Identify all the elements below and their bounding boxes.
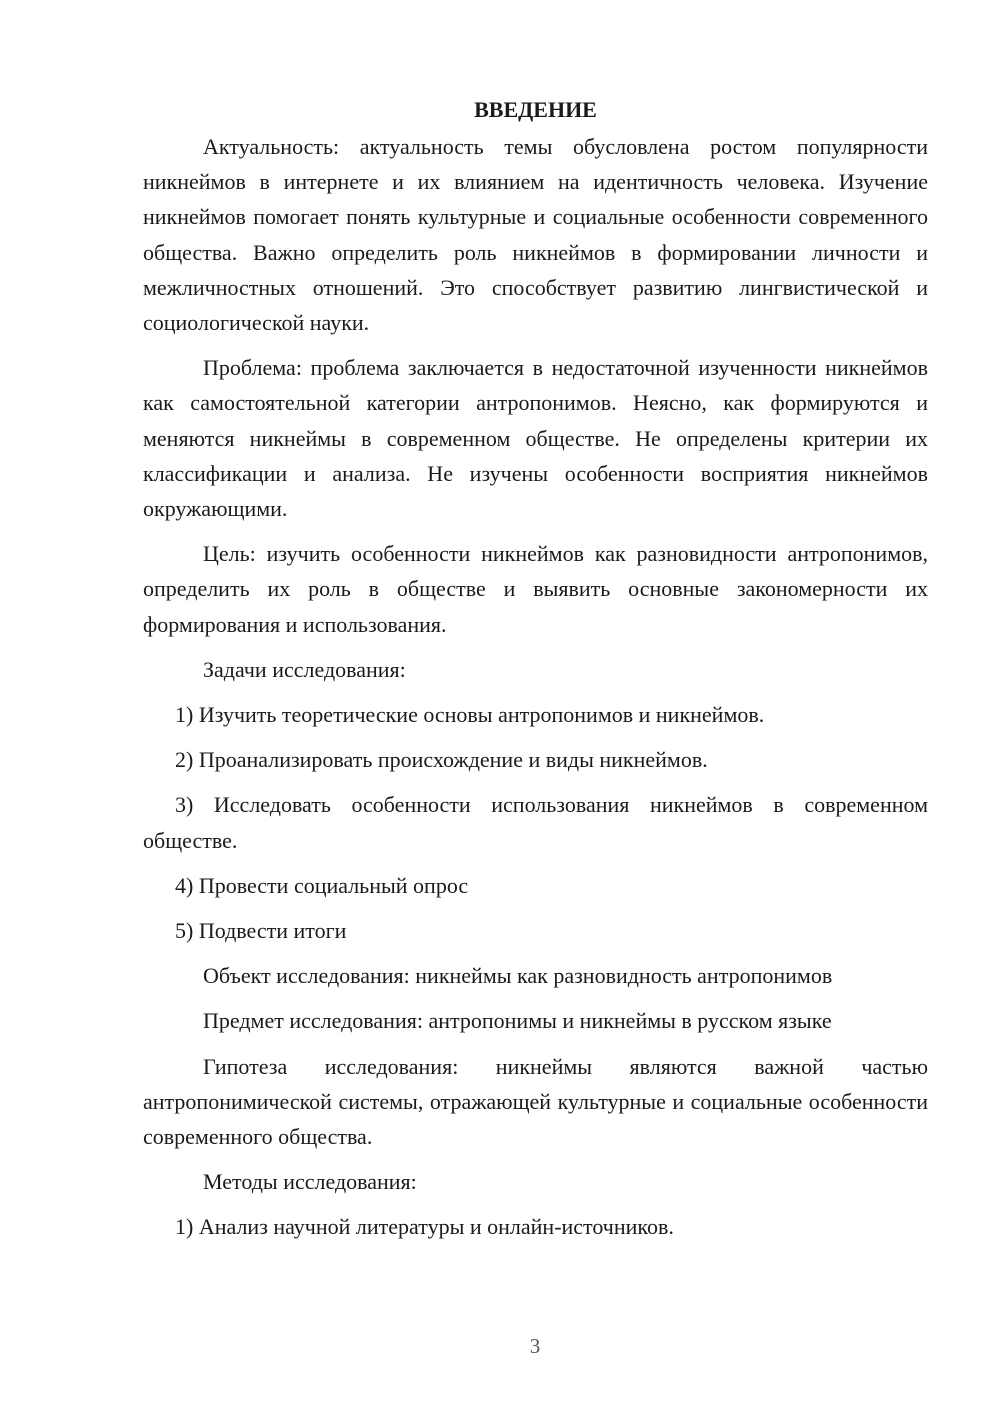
section-heading: ВВЕДЕНИЕ [474, 97, 597, 122]
tasks-title: Задачи исследования: [203, 656, 406, 682]
page-number: 3 [529, 1334, 541, 1358]
subject-paragraph: Предмет исследования: антропонимы и никнеймы в русском языке [203, 1008, 832, 1034]
hypothesis-paragraph: Гипотеза исследования: никнеймы являются важной частью антропонимической системы, отражающей культурные и социальные особенности современного общества. [143, 1053, 928, 1150]
task-item: 3) Исследовать особенности использования никнеймов в современном обществе. [143, 792, 928, 853]
task-item: 1) Изучить теоретические основы антропонимов и никнеймов. [175, 702, 765, 728]
object-paragraph: Объект исследования: никнеймы как разновидность антропонимов [203, 963, 833, 989]
relevance-paragraph: Актуальность: актуальность темы обусловлена ростом популярности никнеймов в интернете и их влиянием на идентичность человека. Изучение никнеймов помогает понять культурные и социальные особенности современного общества. Важно определить роль никнеймов в формировании личности и межличностных отношений. Это способствует развитию лингвистической и социологической науки. [143, 134, 928, 336]
goal-paragraph: Цель: изучить особенности никнеймов как разновидности антропонимов, определить их роль в обществе и выявить основные закономерности их формирования и использования. [143, 541, 928, 637]
task-item: 5) Подвести итоги [175, 918, 347, 944]
methods-title: Методы исследования: [203, 1169, 417, 1195]
task-item: 2) Проанализировать происхождение и виды никнеймов. [175, 747, 708, 773]
problem-paragraph: Проблема: проблема заключается в недостаточной изученности никнеймов как самостоятельной категории антропонимов. Неясно, как формируются и меняются никнеймы в современном обществе. Не определены критерии их классификации и анализа. Не изучены особенности восприятия никнеймов окружающими. [143, 355, 928, 522]
document-body [143, 92, 928, 1255]
method-item: 1) Анализ научной литературы и онлайн-источников. [175, 1214, 674, 1240]
task-item: 4) Провести социальный опрос [175, 872, 469, 898]
